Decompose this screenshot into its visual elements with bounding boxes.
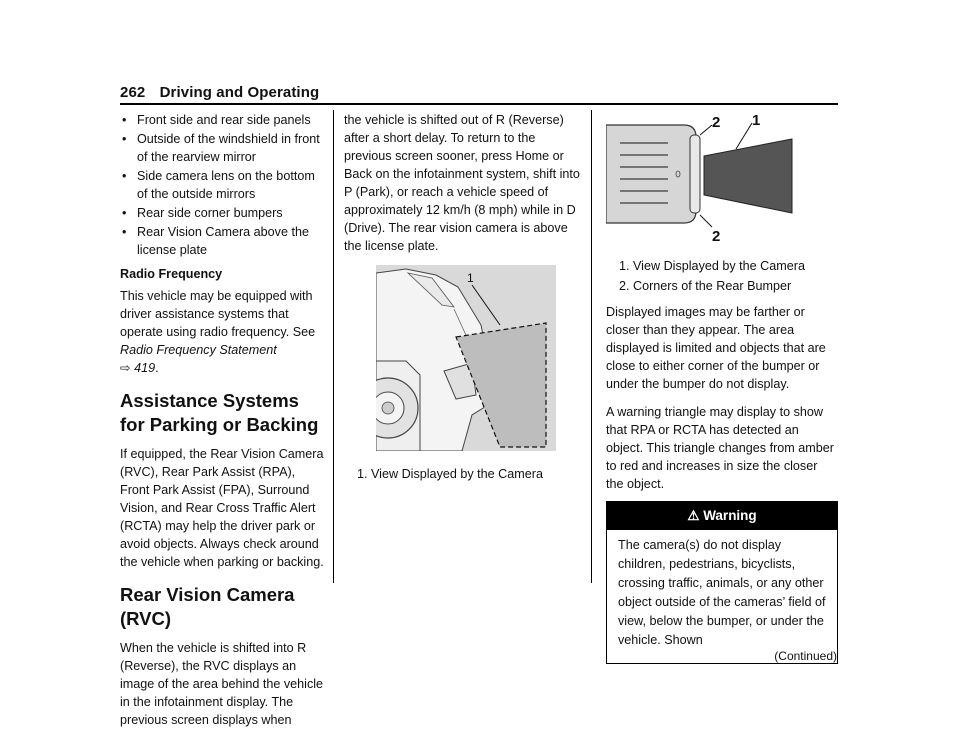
warning-text: The camera(s) do not display children, pedestrians, bicyclists, crossing traffic, animals, or any other object outside of the cameras’ field of view, below the bumper, or under the vehicle. Shown (618, 538, 826, 647)
rear-vision-camera-heading: Rear Vision Camera (RVC) (120, 584, 295, 629)
radio-frequency-link[interactable]: Radio Frequency Statement (120, 343, 277, 357)
warning-triangle-paragraph: A warning triangle may display to show that RPA or RCTA has detected an object. This triangle changes from amber to red and increases in size the closer the object. (606, 405, 834, 491)
bullet-icon: • (122, 225, 127, 239)
assistance-systems-paragraph: If equipped, the Rear Vision Camera (RVC), Rear Park Assist (RPA), Front Park Assist (FPA), Surround Vision, and Rear Cross Traffic Alert (RCTA) may help the driver park or avoid objects. Always check around the vehicle when parking or backing. (120, 447, 324, 569)
bullet-icon: • (122, 113, 127, 127)
figure-caption: 1. View Displayed by the Camera (357, 467, 543, 481)
bullet-icon: • (122, 169, 127, 183)
bullet-icon: • (122, 132, 127, 146)
rvc-continued-paragraph: the vehicle is shifted out of R (Reverse) after a short delay. To return to the previous screen sooner, press Home or Back on the infotainment system, shift into P (Park), or reach a vehicle speed of approximately 12 km/h (8 mph) while in D (Drive). The rear vision camera is above the license plate. (344, 113, 580, 253)
bullet-item: • Rear side corner bumpers (122, 206, 283, 220)
column-3 (606, 111, 838, 664)
diagram-callout-1: 1 (752, 112, 761, 129)
bullet-icon: • (122, 206, 127, 220)
bullet-item: • Side camera lens on the bottom of the outside mirrors (122, 169, 315, 201)
assistance-systems-heading: Assistance Systems for Parking or Backing (120, 390, 319, 435)
continued-label: (Continued) (774, 649, 837, 663)
diagram-callout-2-top: 2 (712, 114, 721, 131)
warning-title: Warning (703, 508, 757, 523)
bullet-item: • Rear Vision Camera above the license plate (122, 225, 309, 257)
page-ref-icon: ⇨ (120, 361, 131, 375)
page-number: 262 (120, 84, 146, 101)
column-1 (120, 111, 326, 739)
warning-header (607, 502, 837, 530)
warning-triangle-icon: ⚠ (687, 508, 700, 523)
rvc-paragraph: When the vehicle is shifted into R (Reverse), the RVC displays an image of the area behind the vehicle in the infotainment display. The previous screen displays when (120, 641, 324, 727)
diagram-callout-2-bottom: 2 (712, 228, 721, 245)
displayed-images-paragraph: Displayed images may be farther or closer than they appear. The area displayed is limited and objects that are close to either corner of the bumper or under the bumper do not display. (606, 305, 826, 391)
bullet-item: • Front side and rear side panels (122, 113, 311, 127)
diagram-caption-2: 2. Corners of the Rear Bumper (619, 279, 792, 293)
diagram-caption-1: 1. View Displayed by the Camera (619, 259, 805, 273)
rear-camera-view-figure (376, 265, 556, 451)
page-header (120, 84, 319, 101)
radio-frequency-heading: Radio Frequency (120, 267, 223, 281)
radio-frequency-page-ref[interactable]: 419 (134, 361, 156, 375)
header-rule (120, 103, 838, 105)
column-divider-1 (333, 110, 334, 583)
column-divider-2 (591, 110, 592, 583)
section-title: Driving and Operating (159, 84, 320, 101)
bullet-item: • Outside of the windshield in front of the rearview mirror (122, 132, 320, 164)
radio-frequency-paragraph: This vehicle may be equipped with driver assistance systems that operate using radio frequency. See Radio Frequency Statement ⇨ 419. (120, 289, 316, 375)
column-2 (344, 111, 580, 485)
bumper-camera-diagram (606, 111, 806, 247)
warning-box (606, 501, 838, 664)
figure-callout-1: 1 (467, 271, 474, 285)
